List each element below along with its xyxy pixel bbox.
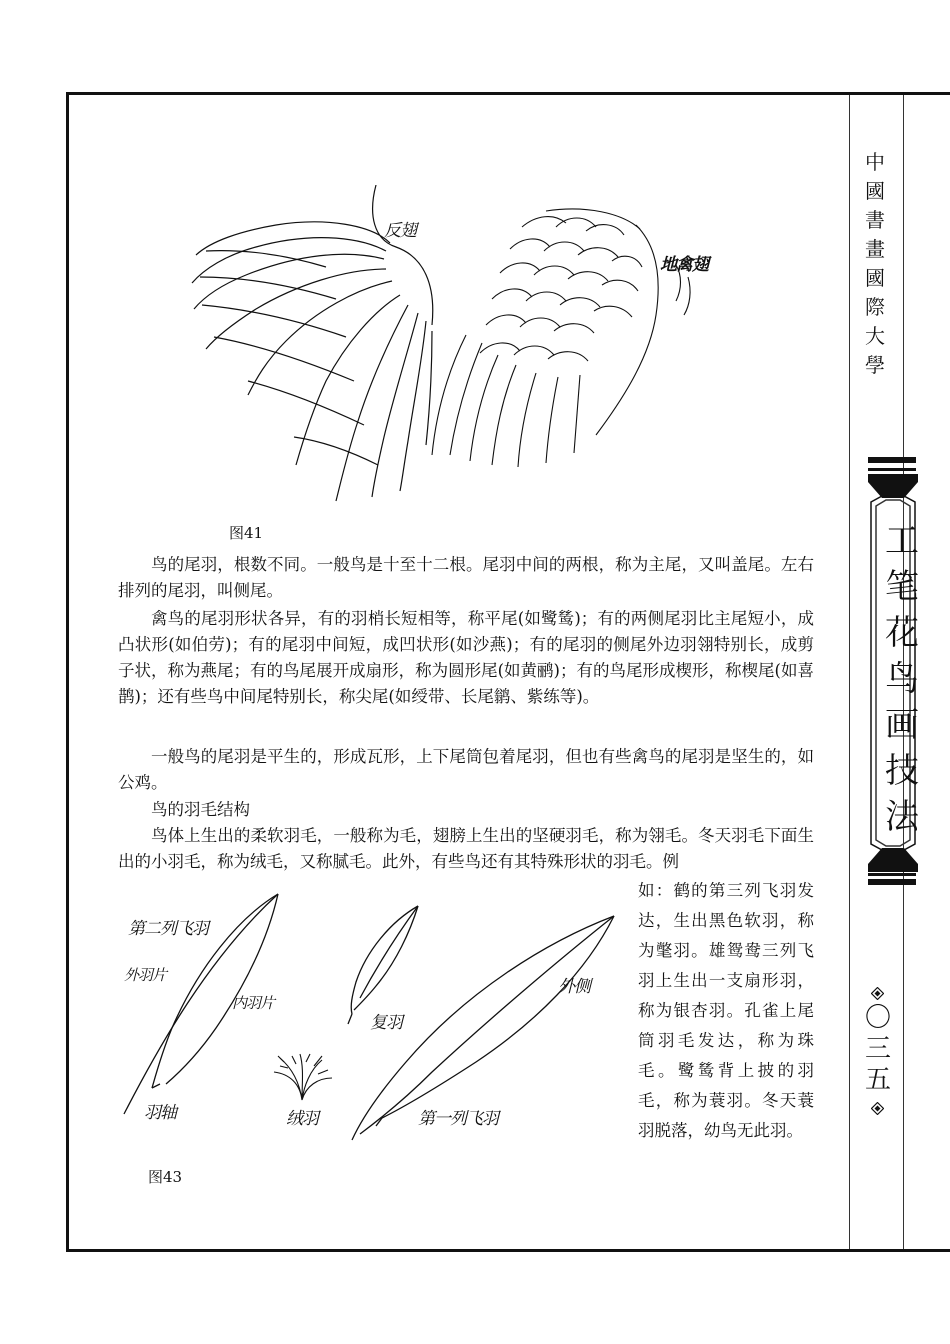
book-title-char: 技	[885, 751, 919, 791]
book-title-char: 鸟	[885, 659, 919, 699]
book-title-char: 画	[885, 705, 919, 745]
label-covert-feather: 复羽	[370, 1013, 402, 1033]
plaque-bar-top-2	[868, 468, 916, 471]
section-heading-feather-structure: 鸟的羽毛结构	[151, 800, 250, 819]
label-inner-vane: 内羽片	[232, 994, 275, 1012]
figure41-caption: 图41	[229, 524, 264, 542]
label-first-row-flight-feather: 第一列飞羽	[418, 1109, 498, 1129]
book-title-vertical	[880, 518, 924, 840]
book-title-char: 法	[885, 797, 919, 837]
paragraph-tail-growth: 一般鸟的尾羽是平生的，形成瓦形，上下尾筒包着尾羽，但也有些禽鸟的尾羽是坚生的，如公鸡。	[118, 747, 814, 792]
school-char: 中	[865, 150, 885, 174]
label-outer-vane: 外羽片	[124, 966, 167, 984]
school-char: 學	[865, 353, 885, 377]
page-number-char: 三	[864, 1034, 891, 1064]
school-char: 國	[865, 179, 885, 203]
page-number-char: 〇	[864, 1003, 891, 1033]
diamond-ornament-top	[871, 987, 884, 1000]
label-second-row-flight-feather: 第二列飞羽	[128, 919, 208, 939]
plaque-top-cap	[868, 474, 918, 498]
paragraph-tail-feathers: 鸟的尾羽，根数不同。一般鸟是十至十二根。尾羽中间的两根，称为主尾，又叫盖尾。左右排列的尾羽，叫侧尾。	[118, 555, 814, 600]
label-shaft: 羽轴	[144, 1103, 176, 1123]
book-title-char: 花	[885, 613, 919, 653]
school-char: 際	[865, 295, 885, 319]
figure43-down-feather-drawing	[270, 1050, 334, 1102]
label-ground-bird-wing: 地禽翅	[660, 255, 708, 275]
book-title-char: 笔	[885, 567, 919, 607]
page-number-char: 五	[864, 1065, 891, 1095]
school-char: 大	[865, 324, 885, 348]
diamond-ornament-bottom	[871, 1102, 884, 1115]
school-char: 國	[865, 266, 885, 290]
page-number-vertical	[861, 1003, 895, 1096]
sidebar-rule-left	[849, 95, 850, 1249]
plaque-bar-bottom-2	[868, 879, 916, 885]
plaque-bar-top-1	[868, 457, 916, 463]
school-char: 書	[865, 208, 885, 232]
plaque-bar-bottom-1	[868, 873, 916, 876]
label-reverse-wing: 反翅	[384, 221, 416, 241]
label-outer-side: 外侧	[558, 977, 590, 997]
paragraph-special-feathers: 如：鹤的第三列飞羽发达，生出黑色软羽，称为氅羽。雄鸳鸯三列飞羽上生出一支扇形羽，称为银杏羽。孔雀上尾筒羽毛发达，称为珠毛。鹭鸶背上披的羽毛，称为蓑羽。冬天蓑羽脱落，幼鸟无此羽。	[638, 881, 814, 1140]
school-name-vertical	[858, 148, 892, 380]
plaque-bottom-cap	[868, 848, 918, 872]
figure43-caption: 图43	[148, 1168, 183, 1186]
paragraph-feather-types: 鸟体上生出的柔软羽毛，一般称为毛，翅膀上生出的坚硬羽毛，称为翎毛。冬天羽毛下面生出的小羽毛，称为绒毛，又称腻毛。此外，有些鸟还有其特殊形状的羽毛。例	[118, 826, 814, 871]
paragraph-tail-shapes: 禽鸟的尾羽形状各异，有的羽梢长短相等，称平尾(如鹭鸶)；有的两侧尾羽比主尾短小，成凸状形(如伯劳)；有的尾羽中间短，成凹状形(如沙燕)；有的尾羽的侧尾外边羽翎特别长，成剪子状，称为燕尾；有的鸟尾展开成扇形，称为圆形尾(如黄鹂)；有的鸟尾形成楔形，称楔尾(如喜鹊)；还有些鸟中间尾特别长，称尖尾(如绶带、长尾鹟、紫练等)。	[118, 609, 814, 706]
school-char: 畫	[865, 237, 885, 261]
label-down-feather: 绒羽	[286, 1109, 318, 1129]
figure41-ground-bird-wing-drawing	[426, 205, 698, 475]
book-title-char: 工	[885, 521, 919, 561]
